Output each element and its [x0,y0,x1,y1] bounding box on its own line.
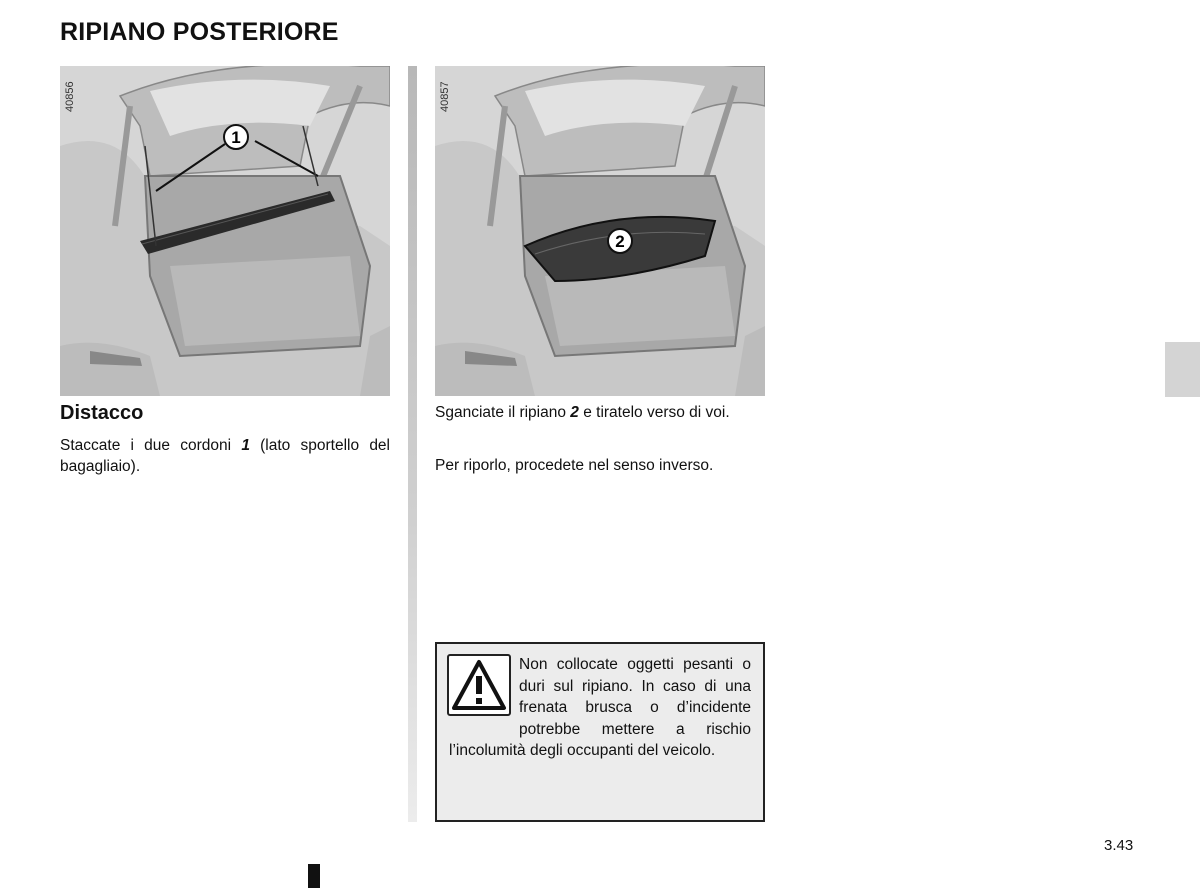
figure-id-2: 40857 [439,81,451,112]
figure-shelf-remove [435,66,765,396]
page-number: 3.43 [1104,837,1134,854]
ref-shelf: 2 [570,404,579,421]
section-tab [1165,342,1200,397]
section-heading: Distacco [60,402,144,424]
ref-cord: 1 [241,437,250,454]
column-divider [408,66,417,822]
detach-instruction: Staccate i due cordoni 1 (lato sportello del bagagliaio). [60,437,390,475]
warning-box [435,642,765,822]
car-trunk-illustration-1 [60,66,390,396]
figure-id-1: 40856 [64,81,76,112]
crop-mark [308,864,320,888]
callout-1: 1 [231,128,241,147]
remove-instruction: Sganciate il ripiano 2 e tiratelo verso di voi. [435,404,730,421]
page-title: RIPIANO POSTERIORE [60,18,339,46]
car-trunk-illustration-2 [435,66,765,396]
callout-2: 2 [615,232,625,251]
warning-text: Non collocate oggetti pesanti o duri sul ripiano. In caso di una frenata brusca o d’incidente potrebbe mettere a rischio l’incolumità degli occupanti del veicolo. [449,656,751,759]
refit-instruction: Per riporlo, procedete nel senso inverso. [435,457,714,474]
figure-cord-detach [60,66,390,396]
